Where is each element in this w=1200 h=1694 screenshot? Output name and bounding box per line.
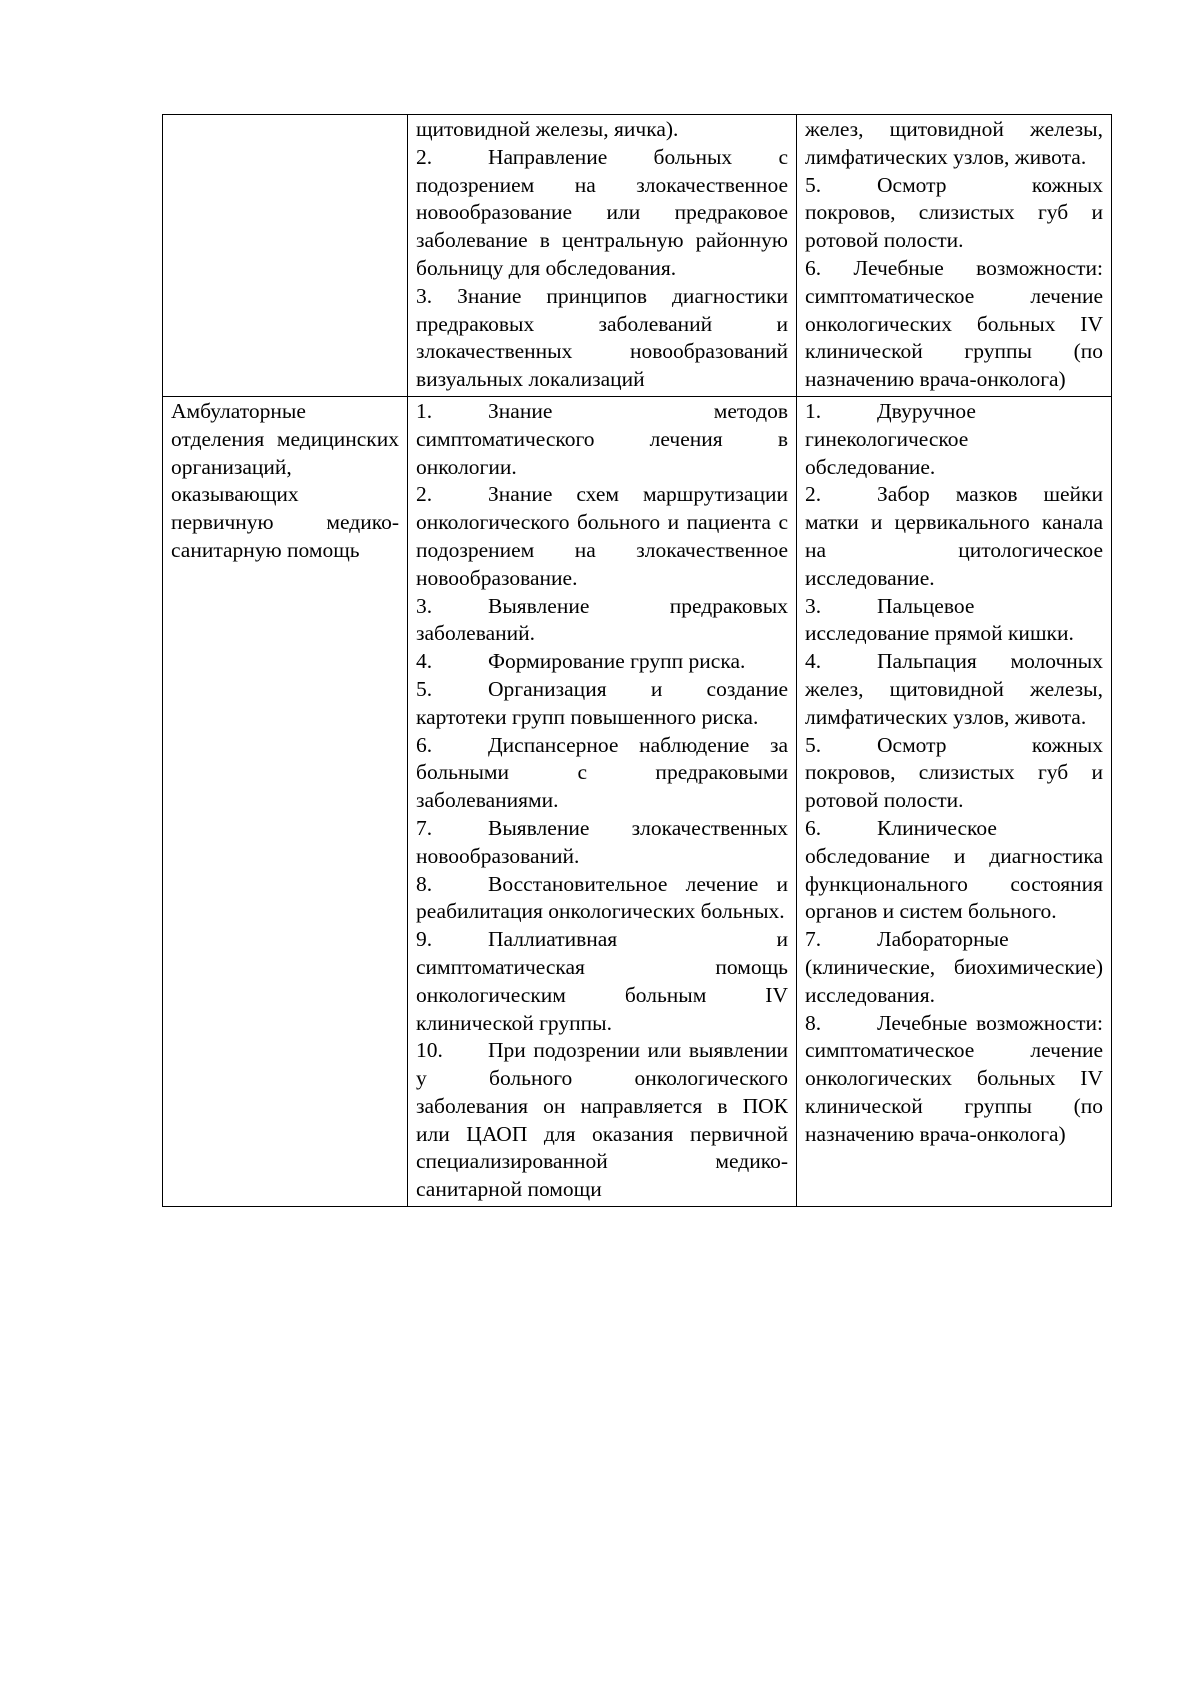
list-item: 4. Пальпация молочных желез, щитовидной железы, лимфатических узлов, живота. (805, 649, 1103, 729)
list-item: 8. Восстановительное лечение и реабилитация онкологических больных. (416, 871, 788, 924)
list-item: 3. Выявление предраковых заболеваний. (416, 593, 788, 646)
list-item: желез, щитовидной железы, лимфатических узлов, живота. (805, 117, 1103, 169)
list-item: 7. Выявление злокачественных новообразований. (416, 815, 788, 868)
list-item: щитовидной железы, яичка). (416, 117, 679, 141)
list-item: 2. Забор мазков шейки матки и цервикального канала на цитологическое исследование. (805, 482, 1103, 590)
table-row (163, 396, 1112, 1206)
list-item: 7. Лабораторные (клинические, биохимические) исследования. (805, 927, 1103, 1007)
list-item: 6. Клиническое обследование и диагностика функционального состояния органов и систем больного. (805, 815, 1103, 924)
list-item: 9. Паллиативная и симптоматическая помощь онкологическим больным IV клинической группы. (416, 927, 788, 1035)
list-item: 1. Знание методов симптоматического лечения в онкологии. (416, 398, 788, 479)
list-item: 8. Лечебные возможности: симптоматическое лечение онкологических больных IV клинической группы (по назначению врача-онколога) (805, 1010, 1103, 1146)
organization-name: Амбулаторные отделения медицинских организаций, оказывающих первичную медико-санитарную помощь (171, 398, 399, 562)
list-item: 5. Организация и создание картотеки групп повышенного риска. (416, 676, 788, 729)
tasks-cell (408, 115, 797, 397)
list-item: 1. Двуручное гинекологическое обследование. (805, 398, 976, 479)
list-item: 2. Направление больных с подозрением на злокачественное новообразование или предраковое заболевание в центральную районную больницу для обследования. (416, 144, 788, 280)
table-row (163, 115, 1112, 397)
list-item: 5. Осмотр кожных покровов, слизистых губ и ротовой полости. (805, 172, 1103, 253)
list-item: 6. Лечебные возможности: симптоматическое лечение онкологических больных IV клинической группы (по назначению врача-онколога) (805, 255, 1103, 392)
list-item: 6. Диспансерное наблюдение за больными с предраковыми заболеваниями. (416, 732, 788, 813)
list-item: 2. Знание схем маршрутизации онкологического больного и пациента с подозрением на злокачественное новообразование. (416, 482, 788, 590)
tasks-cell (408, 396, 797, 1206)
list-item: 4. Формирование групп риска. (416, 649, 746, 674)
organization-cell (163, 115, 408, 397)
list-item: 3. Знание принципов диагностики предраковых заболеваний и злокачественных новообразований визуальных локализаций (416, 283, 788, 392)
list-item: 10. При подозрении или выявлении у больного онкологического заболевания он направляется в ПОК или ЦАОП для оказания первичной специализированной медико-санитарной помощи (416, 1038, 788, 1202)
actions-cell (797, 115, 1112, 397)
organization-cell (163, 396, 408, 1206)
organization-table (162, 114, 1112, 1207)
actions-cell (797, 396, 1112, 1206)
list-item: 3. Пальцевое исследование прямой кишки. (805, 593, 1074, 646)
list-item: 5. Осмотр кожных покровов, слизистых губ и ротовой полости. (805, 732, 1103, 813)
